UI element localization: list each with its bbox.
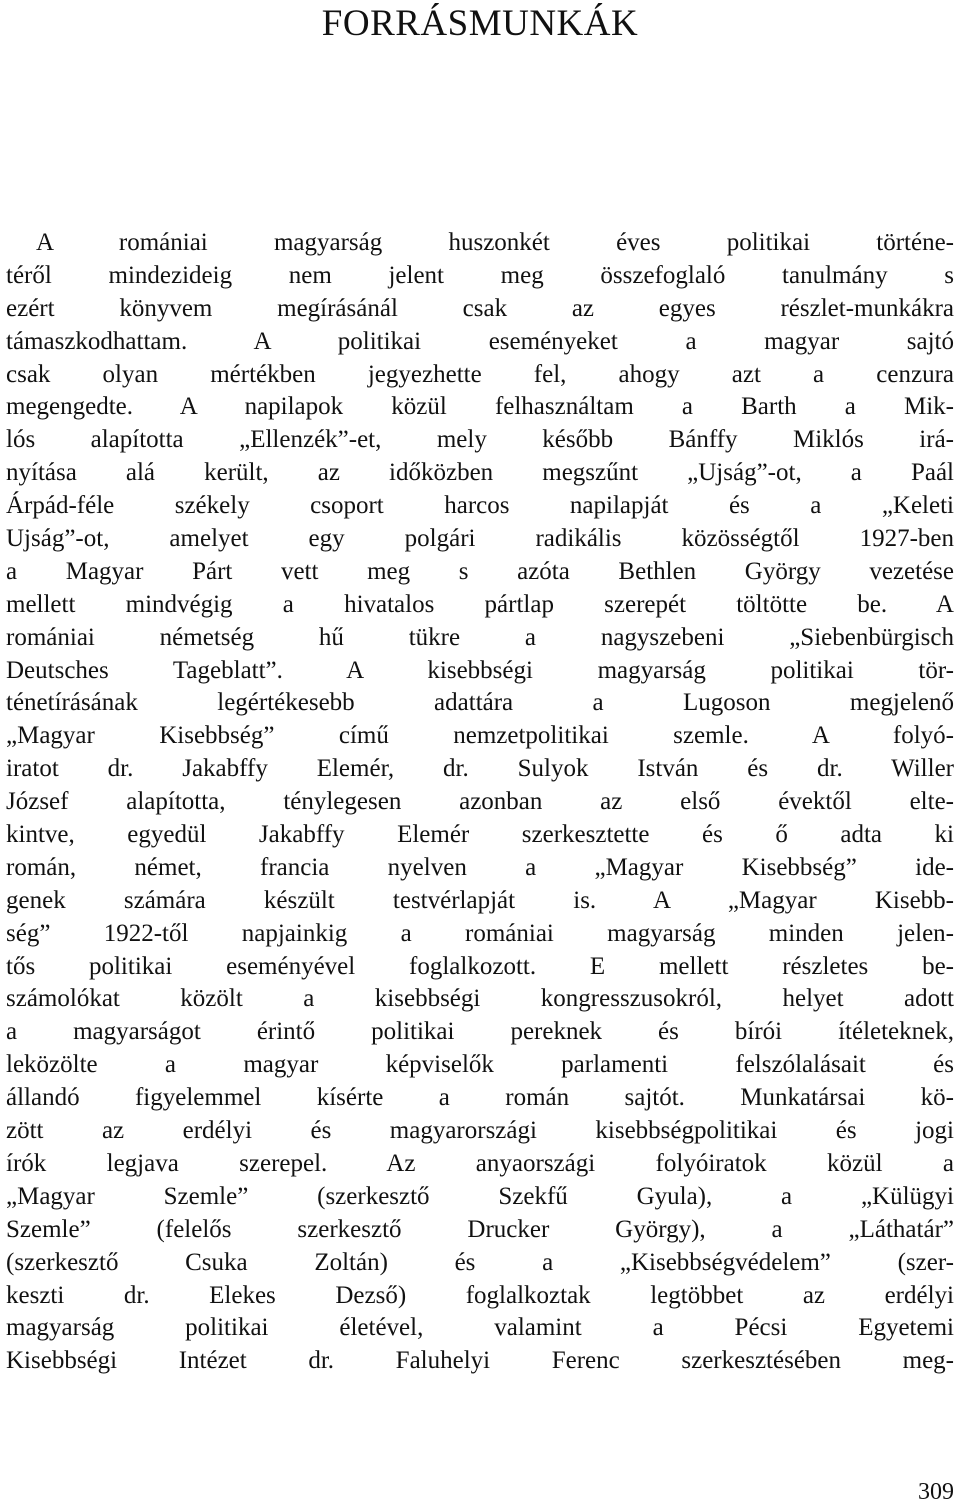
- text-line: leközölte a magyar képviselők parlamenti felszólalásait és: [6, 1051, 954, 1079]
- text-line: A romániai magyarság huszonkét éves politikai történe-: [36, 229, 954, 256]
- text-line: romániai németség hű tükre a nagyszebeni „Siebenbürgisch: [6, 623, 954, 651]
- text-line: „Magyar Szemle” (szerkesztő Szekfű Gyula), a „Külügyi: [6, 1182, 954, 1210]
- text-line: megengedte. A napilapok közül felhasználtam a Barth a Mik-: [6, 393, 954, 421]
- text-line: (szerkesztő Csuka Zoltán) és a „Kisebbségvédelem” (szer-: [6, 1248, 954, 1276]
- text-line: ség” 1922-től napjainkig a romániai magyarság minden jelen-: [6, 919, 954, 947]
- text-line: „Magyar Kisebbség” című nemzetpolitikai szemle. A folyó-: [6, 722, 954, 750]
- text-line: lós alapította „Ellenzék”-et, mely később Bánffy Miklós irá-: [6, 426, 954, 454]
- text-line: Kisebbségi Intézet dr. Faluhelyi Ferenc szerkesztésében meg-: [6, 1347, 954, 1375]
- text-line: iratot dr. Jakabffy Elemér, dr. Sulyok István és dr. Willer: [6, 755, 954, 783]
- text-line: támaszkodhattam. A politikai eseményeket a magyar sajtó: [6, 327, 954, 355]
- text-line: Deutsches Tageblatt”. A kisebbségi magyarság politikai tör-: [6, 656, 954, 684]
- text-line: nyítása alá került, az időközben megszűnt „Ujság”-ot, a Paál: [6, 459, 954, 487]
- text-line: írók legjava szerepel. Az anyaországi folyóiratok közül a: [6, 1149, 954, 1177]
- text-line: állandó figyelemmel kísérte a román sajtót. Munkatársai kö-: [6, 1084, 954, 1112]
- text-line: genek számára készült testvérlapját is. A „Magyar Kisebb-: [6, 886, 954, 914]
- page-number: 309: [918, 1479, 954, 1505]
- page-title: FORRÁSMUNKÁK: [321, 3, 639, 44]
- text-line: téről mindezideig nem jelent meg összefoglaló tanulmány s: [6, 261, 954, 289]
- text-line: kintve, egyedül Jakabffy Elemér szerkesztette és ő adta ki: [6, 821, 954, 849]
- text-line: Árpád-féle székely csoport harcos napilapját és a „Keleti: [6, 492, 954, 520]
- text-line: számolókat közölt a kisebbségi kongresszusokról, helyet adott: [6, 985, 954, 1013]
- text-line: tős politikai eseményével foglalkozott. E mellett részletes be-: [6, 952, 954, 980]
- text-line: zött az erdélyi és magyarországi kisebbségpolitikai és jogi: [6, 1117, 954, 1145]
- text-line: keszti dr. Elekes Dezső) foglalkoztak legtöbbet az erdélyi: [6, 1281, 954, 1309]
- text-line: ténetírásának legértékesebb adattára a Lugoson megjelenő: [6, 689, 954, 717]
- text-line: magyarság politikai életével, valamint a Pécsi Egyetemi: [6, 1314, 954, 1342]
- text-line: Ujság”-ot, amelyet egy polgári radikális közösségtől 1927-ben: [6, 525, 954, 553]
- text-line: József alapította, ténylegesen azonban az első évektől elte-: [6, 788, 954, 816]
- text-line: a magyarságot érintő politikai pereknek és bírói ítéleteknek,: [6, 1018, 954, 1046]
- text-line: ezért könyvem megírásánál csak az egyes részlet-munkákra: [6, 294, 954, 322]
- body-text: [6, 226, 954, 1377]
- text-line: román, német, francia nyelven a „Magyar Kisebbség” ide-: [6, 853, 954, 881]
- text-line: a Magyar Párt vett meg s azóta Bethlen György vezetése: [6, 557, 954, 585]
- text-line: mellett mindvégig a hivatalos pártlap szerepét töltötte be. A: [6, 590, 954, 618]
- text-line: Szemle” (felelős szerkesztő Drucker György), a „Láthatár”: [6, 1215, 954, 1243]
- text-line: csak olyan mértékben jegyezhette fel, ahogy azt a cenzura: [6, 360, 954, 388]
